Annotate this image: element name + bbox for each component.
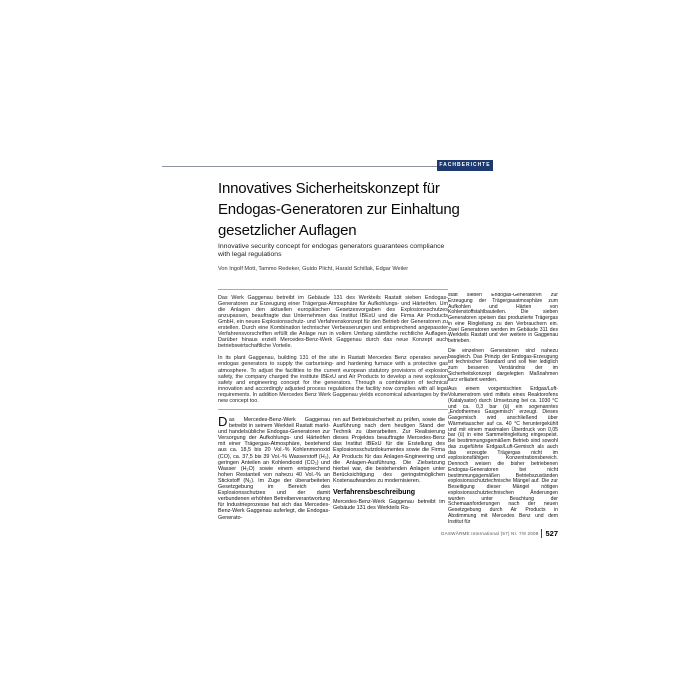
- abstract-german: Das Werk Gaggenau betreibt im Gebäude 131 des Werkteils Rastatt sieben Endogas-Generatoren zur Erzeugung einer Trägergas-Atmosphäre für Aufkohlungs- und Härteöfen. Um die Anlagen den aktuellen europäischen Gesetzesvorgaben des Explosionsschutzes anzupassen, beauftragte das Unternehmen das Institut IBExU und die Firma Air Products GmbH, ein neues Explosionsschutz- und Verfahrenskonzept für den Betrieb der Generatoren zu erstellen. Durch eine Kombination technischer Verbesserungen und entsprechend angepasster Verfahrensvorschriften erfüllt die Anlage nun in vollem Umfang sämtliche rechtliche Auflagen. Darüber hinaus erzielt Mercedes-Benz-Werk Gaggenau durch das neue Konzept auch betriebswirtschaftliche Vorteile.: [218, 295, 448, 350]
- body-paragraph: Aus einem vorgemischten Erdgas/Luft-Volumenstrom wird mittels eines Reaktorofens (Katalysator) durch Umsetzung bei ca. 1030 °C und ca. 0,3 bar (ü) ein sogenanntes „Endothermes Gasgemisch“ erzeugt. Dieses Gasgemisch wird anschließend über Wärmetauscher auf ca. 40 °C heruntergekühlt und mit einem maximalen Überdruck von 0,05 bar (ü) in eine Sammelringleitung eingespeist. Bei bestimmungsgemäßem Betrieb sind sowohl das zugeführte Erdgas/Luft-Gemisch als auch das erzeugte Trägergas nicht im explosionsfähigen Konzentrationsbereich. Dennoch weisen die bisher betriebenen Endogas-Generatoren bei nicht bestimmungsgemäßen Betriebszuständen explosionsschutztechnische Mängel auf. Die zur Beseitigung dieser Mängel nötigen explosionsschutztechnischen Änderungen wurden unter Beachtung der Schemaanforderungen nach der neuen Gesetzgebung durch Air Products in Abstimmung mit Mercedes Benz und dem Institut für: [448, 386, 558, 525]
- body-column-1: [218, 417, 330, 533]
- body-column-2: [333, 417, 445, 533]
- abstract-english: In its plant Gaggenau, building 131 of the site in Rastatt Mercedes Benz operates seven endogas generators to supply the carburising- and hardening furnace with a protective gas atmosphere. To adjust the facilities to the current european statutory provisions of explosion safety, the company charged the institute IBExU and Air Products to develop a new explosion safety and engineering concept for the generators. Through a combination of technical innovation and accordingly adjusted process regulations the facility now complies with all legal requirements. In addition Mercedes Benz Werk Gaggenau yields economical advantages by the new concept too.: [218, 355, 448, 404]
- body-paragraph: Die einzelnen Generatoren sind nahezu baugleich. Das Prinzip der Endogas-Erzeugung ist technischer Standard und soll hier lediglich zum besseren Verständnis der im Sicherheitskonzept dargelegten Maßnahmen kurz erläutert werden.: [448, 347, 558, 383]
- journal-issue-info: GASWÄRME International (57) Nr. 7/8 2008: [440, 530, 539, 536]
- subtitle-line-1: Innovative security concept for endogas generators guarantees compliance: [218, 243, 445, 250]
- body-column-1-text: as Mercedes-Benz-Werk Gaggenau betreibt in seinem Werkteil Rastatt markt- und handelsübliche Endogas-Generatoren zur Versorgung der Aufkohlungs- und Härteöfen mit einer Trägergas-Atmosphäre, bestehend aus ca. 18,5 bis 20 Vol.-% Kohlenmonoxid (CO), ca. 37,5 bis 39 Vol.-% Wasserstoff (H₂), geringen Anteilen an Kohlendioxid (CO₂) und Wasser (H₂O) sowie einem entsprechend hohen Restanteil von nahezu 40 Vol.-% an Stickstoff (N₂). Im Zuge der überarbeiteten Gesetzgebung im Bereich des Explosionsschutzes und der damit verbundenen erhöhten Betreiberverantwortung für Industrieprozesse hat sich das Mercedes-Benz-Werk Gaggenau auferlegt, die Endogas-Generato-: [218, 417, 330, 521]
- page-number: 527: [545, 528, 558, 538]
- article-title-line-3: gesetzlicher Auflagen: [218, 222, 357, 239]
- article-subtitle-english: [218, 243, 468, 259]
- abstract-box: [218, 289, 448, 410]
- section-badge: FACHBERICHTE: [437, 160, 493, 171]
- subtitle-line-2: with legal regulations: [218, 251, 282, 258]
- body-column-3: [448, 293, 558, 529]
- authors-line: Von Ingolf Mott, Tammo Redeker, Guido Plicht, Harald Schillak, Edgar Weiler: [218, 266, 409, 272]
- body-paragraph: [218, 417, 330, 521]
- article-title-line-1: Innovatives Sicherheitskonzept für: [218, 180, 440, 197]
- section-heading-verfahrensbeschreibung: Verfahrensbeschreibung: [333, 489, 416, 497]
- drop-cap: D: [218, 417, 228, 429]
- article-title: [218, 178, 468, 241]
- footer-divider: [541, 529, 542, 538]
- body-paragraph: Mercedes-Benz-Werk Gaggenau betreibt im Gebäude 131 des Werkteils Ra-: [333, 499, 445, 512]
- article-title-line-2: Endogas-Generatoren zur Einhaltung: [218, 201, 460, 218]
- body-paragraph: ren auf Betriebssicherheit zu prüfen, sowie die Ausführung nach dem heutigen Stand der Technik zu überarbeiten. Zur Realisierung dieses Projektes beauftragte Mercedes-Benz das Institut IBExU für die Erstellung des Explosionsschutzdokumentes sowie die Firma Air Products für das Anlagen-Engineering und die Anlagen-Ausführung. Die Zielsetzung hierbei war, die bestehenden Anlagen unter Berücksichtigung des geringstmöglichen Kostenaufwandes zu modernisieren.: [333, 417, 445, 484]
- body-paragraph: statt sieben Endogas-Generatoren zur Erzeugung der Trägergasatmosphäre zum Aufkohlen und Härten von Kohlenstoffstahlbauteilen. Die sieben Generatoren speisen das produzierte Trägergas in eine Ringleitung zu den Verbrauchern ein. Zwei Generatoren werden im Gebäude 311 des Werkteils Rastatt und vier weitere in Gaggenau betrieben.: [448, 293, 558, 344]
- page-footer: [380, 527, 558, 539]
